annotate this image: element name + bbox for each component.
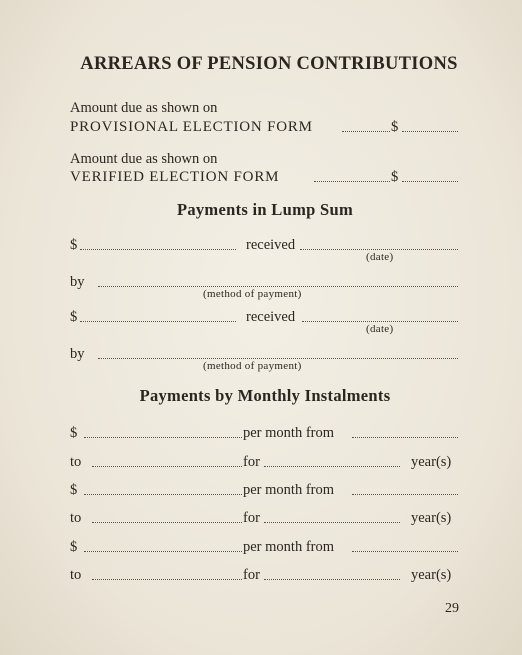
amount-label-2: Amount due as shown on: [70, 151, 218, 167]
monthly-currency-2: $: [70, 482, 78, 498]
to-label-3: to: [70, 567, 82, 583]
lump-sum-heading: Payments in Lump Sum: [176, 200, 354, 219]
method-caption-2: (method of payment): [203, 360, 302, 372]
received-date-field-1[interactable]: [300, 249, 458, 250]
per-month-label-2: per month from: [243, 482, 335, 498]
amount-label-1: Amount due as shown on: [70, 100, 218, 116]
date-caption-1: (date): [366, 251, 394, 263]
to-label-1: to: [70, 454, 82, 470]
for-label-1: for: [243, 454, 260, 470]
by-label-1: by: [70, 274, 85, 290]
to-date-field-1[interactable]: [92, 466, 242, 467]
payment-method-field-2[interactable]: [98, 358, 458, 359]
provisional-form-label: PROVISIONAL ELECTION FORM: [70, 119, 313, 135]
lump-currency-2: $: [70, 309, 78, 325]
page-number: 29: [445, 601, 459, 616]
payment-method-field-1[interactable]: [98, 286, 458, 287]
verified-form-label: VERIFIED ELECTION FORM: [70, 169, 280, 185]
from-date-field-2[interactable]: [352, 494, 458, 495]
verified-currency: $: [391, 169, 399, 185]
by-label-2: by: [70, 346, 85, 362]
monthly-currency-1: $: [70, 425, 78, 441]
to-label-2: to: [70, 510, 82, 526]
page-title: ARREARS OF PENSION CONTRIBUTIONS: [80, 54, 458, 74]
provisional-currency: $: [391, 119, 399, 135]
for-label-2: for: [243, 510, 260, 526]
verified-amount-field[interactable]: [402, 181, 458, 182]
monthly-amount-field-3[interactable]: [84, 551, 242, 552]
years-field-2[interactable]: [264, 522, 400, 523]
monthly-currency-3: $: [70, 539, 78, 555]
from-date-field-1[interactable]: [352, 437, 458, 438]
for-label-3: for: [243, 567, 260, 583]
method-caption-1: (method of payment): [203, 288, 302, 300]
received-label-1: received: [246, 237, 296, 253]
monthly-heading: Payments by Monthly Instalments: [139, 386, 391, 405]
received-label-2: received: [246, 309, 296, 325]
to-date-field-3[interactable]: [92, 579, 242, 580]
lump-amount-field-1[interactable]: [80, 249, 236, 250]
years-label-2: year(s): [411, 510, 452, 526]
years-field-1[interactable]: [264, 466, 400, 467]
monthly-amount-field-1[interactable]: [84, 437, 242, 438]
provisional-amount-line[interactable]: [342, 131, 390, 132]
lump-amount-field-2[interactable]: [80, 321, 236, 322]
from-date-field-3[interactable]: [352, 551, 458, 552]
received-date-field-2[interactable]: [302, 321, 458, 322]
per-month-label-3: per month from: [243, 539, 335, 555]
per-month-label-1: per month from: [243, 425, 335, 441]
monthly-amount-field-2[interactable]: [84, 494, 242, 495]
years-label-3: year(s): [411, 567, 452, 583]
years-label-1: year(s): [411, 454, 452, 470]
date-caption-2: (date): [366, 323, 394, 335]
lump-currency-1: $: [70, 237, 78, 253]
provisional-amount-field[interactable]: [402, 131, 458, 132]
years-field-3[interactable]: [264, 579, 400, 580]
to-date-field-2[interactable]: [92, 522, 242, 523]
verified-amount-line[interactable]: [314, 181, 390, 182]
